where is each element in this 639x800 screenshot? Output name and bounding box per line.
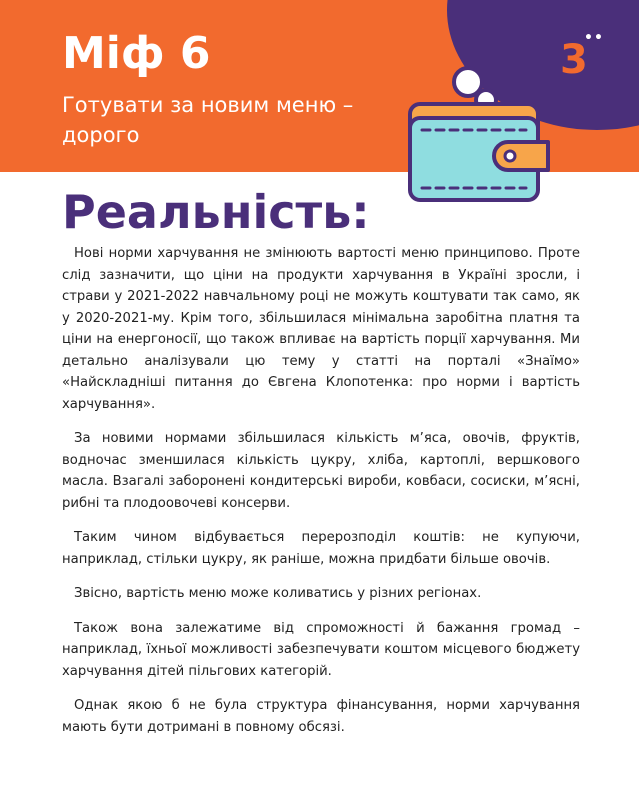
paragraph-4: Звісно, вартість меню може коливатись у різних регіонах. <box>74 586 482 601</box>
logo-dots: •• <box>584 30 604 46</box>
brand-logo-icon <box>560 37 588 83</box>
paragraph-2: За новими нормами збільшилася кількість м’яса, овочів, фруктів, водночас зменшилася кількість цукру, хліба, картоплі, вершкового масла. Взагалі заборонені кондитерські вироби, ковбаси, сосиски, м’ясні, рибні та плодоовочеві консерви. <box>62 431 580 511</box>
myth-title: Міф 6 <box>62 28 211 79</box>
myth-subtitle: Готувати за новим меню – дорого <box>62 93 354 147</box>
body-text <box>62 243 580 751</box>
paragraph-5: Також вона залежатиме від спроможності й бажання громад – наприклад, їхньої можливості забезпечувати коштом місцевого бюджету харчування дітей пільгових категорій. <box>62 620 580 679</box>
reality-heading: Реальність: <box>62 185 370 239</box>
wallet-with-coins-icon <box>396 60 556 205</box>
paragraph-6: Однак якою б не була структура фінансування, норми харчування мають бути дотримані в повному обсязі. <box>62 698 580 735</box>
logo-text: 3 <box>560 37 588 83</box>
paragraph-1: Нові норми харчування не змінюють вартості меню принципово. Проте слід зазначити, що ціни на продукти харчування в Україні зросли, і страви у 2021-2022 навчальному році не можуть коштувати так само, як у 2020-2021-му. Крім того, збільшилася мінімальна заробітна платня та ціни на енергоносії, що також впливає на вартість порції харчування. Ми детально аналізували цю тему у статті на порталі «Знаїмо» «Найскладніші питання до Євгена Клопотенка: про норми і вартість харчування». <box>62 246 580 412</box>
paragraph-3: Таким чином відбувається перерозподіл коштів: не купуючи, наприклад, стільки цукру, як раніше, можна придбати більше овочів. <box>62 530 580 567</box>
